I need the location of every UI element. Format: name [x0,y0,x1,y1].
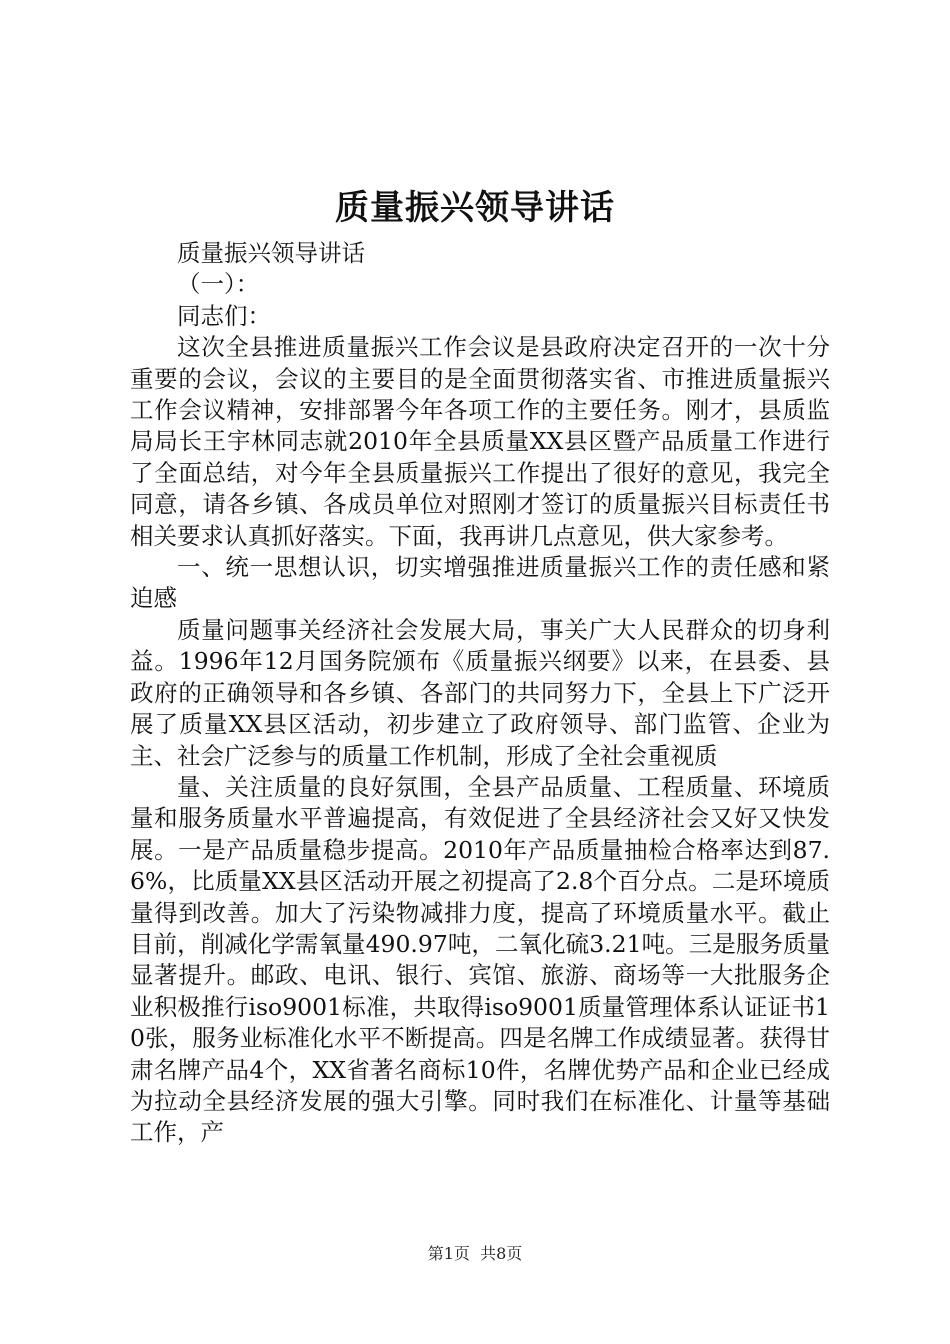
document-body [130,238,830,1149]
paragraph-quality-achievements: 量、关注质量的良好氛围，全县产品质量、工程质量、环境质量和服务质量水平普遍提高，有效促进了全县经济社会又好又快发展。一是产品质量稳步提高。2010年产品质量抽检合格率达到87.6%，比质量XX县区活动开展之初提高了2.8个百分点。二是环境质量得到改善。加大了污染物减排力度，提高了环境质量水平。截止目前，削减化学需氧量490.97吨，二氧化硫3.21吨。三是服务质量显著提升。邮政、电讯、银行、宾馆、旅游、商场等一大批服务企业积极推行iso9001标准，共取得iso9001质量管理体系认证证书10张，服务业标准化水平不断提高。四是名牌工作成绩显著。获得甘肃名牌产品4个，XX省著名商标10件，名牌优势产品和企业已经成为拉动全县经济发展的强大引擎。同时我们在标准化、计量等基础工作，产 [130,772,830,1147]
paragraph-salutation: 同志们： [177,301,271,330]
document-title: 质量振兴领导讲话 [335,188,615,228]
paragraph-section-number: （一）： [177,270,260,299]
page-number: 第1页 [427,1244,470,1263]
page-total: 共8页 [480,1244,523,1263]
footer-separator [470,1244,480,1263]
page-footer [0,1243,950,1265]
paragraph-intro: 这次全县推进质量振兴工作会议是县政府决定召开的一次十分重要的会议，会议的主要目的是全面贯彻落实省、市推进质量振兴工作会议精神，安排部署今年各项工作的主要任务。刚才，县质监局局长王宇林同志就2010年全县质量XX县区暨产品质量工作进行了全面总结，对今年全县质量振兴工作提出了很好的意见，我完全同意，请各乡镇、各成员单位对照刚才签订的质量振兴目标责任书相关要求认真抓好落实。下面，我再讲几点意见，供大家参考。 [130,333,830,550]
paragraph-heading-one: 一、统一思想认识，切实增强推进质量振兴工作的责任感和紧迫感 [130,553,830,613]
paragraph-subtitle: 质量振兴领导讲话 [177,239,365,267]
paragraph-quality-background: 质量问题事关经济社会发展大局，事关广大人民群众的切身利益。1996年12月国务院颁布《质量振兴纲要》以来，在县委、县政府的正确领导和各乡镇、各部门的共同努力下，全县上下广泛开展了质量XX县区活动，初步建立了政府领导、部门监管、企业为主、社会广泛参与的质量工作机制，形成了全社会重视质 [130,615,830,770]
